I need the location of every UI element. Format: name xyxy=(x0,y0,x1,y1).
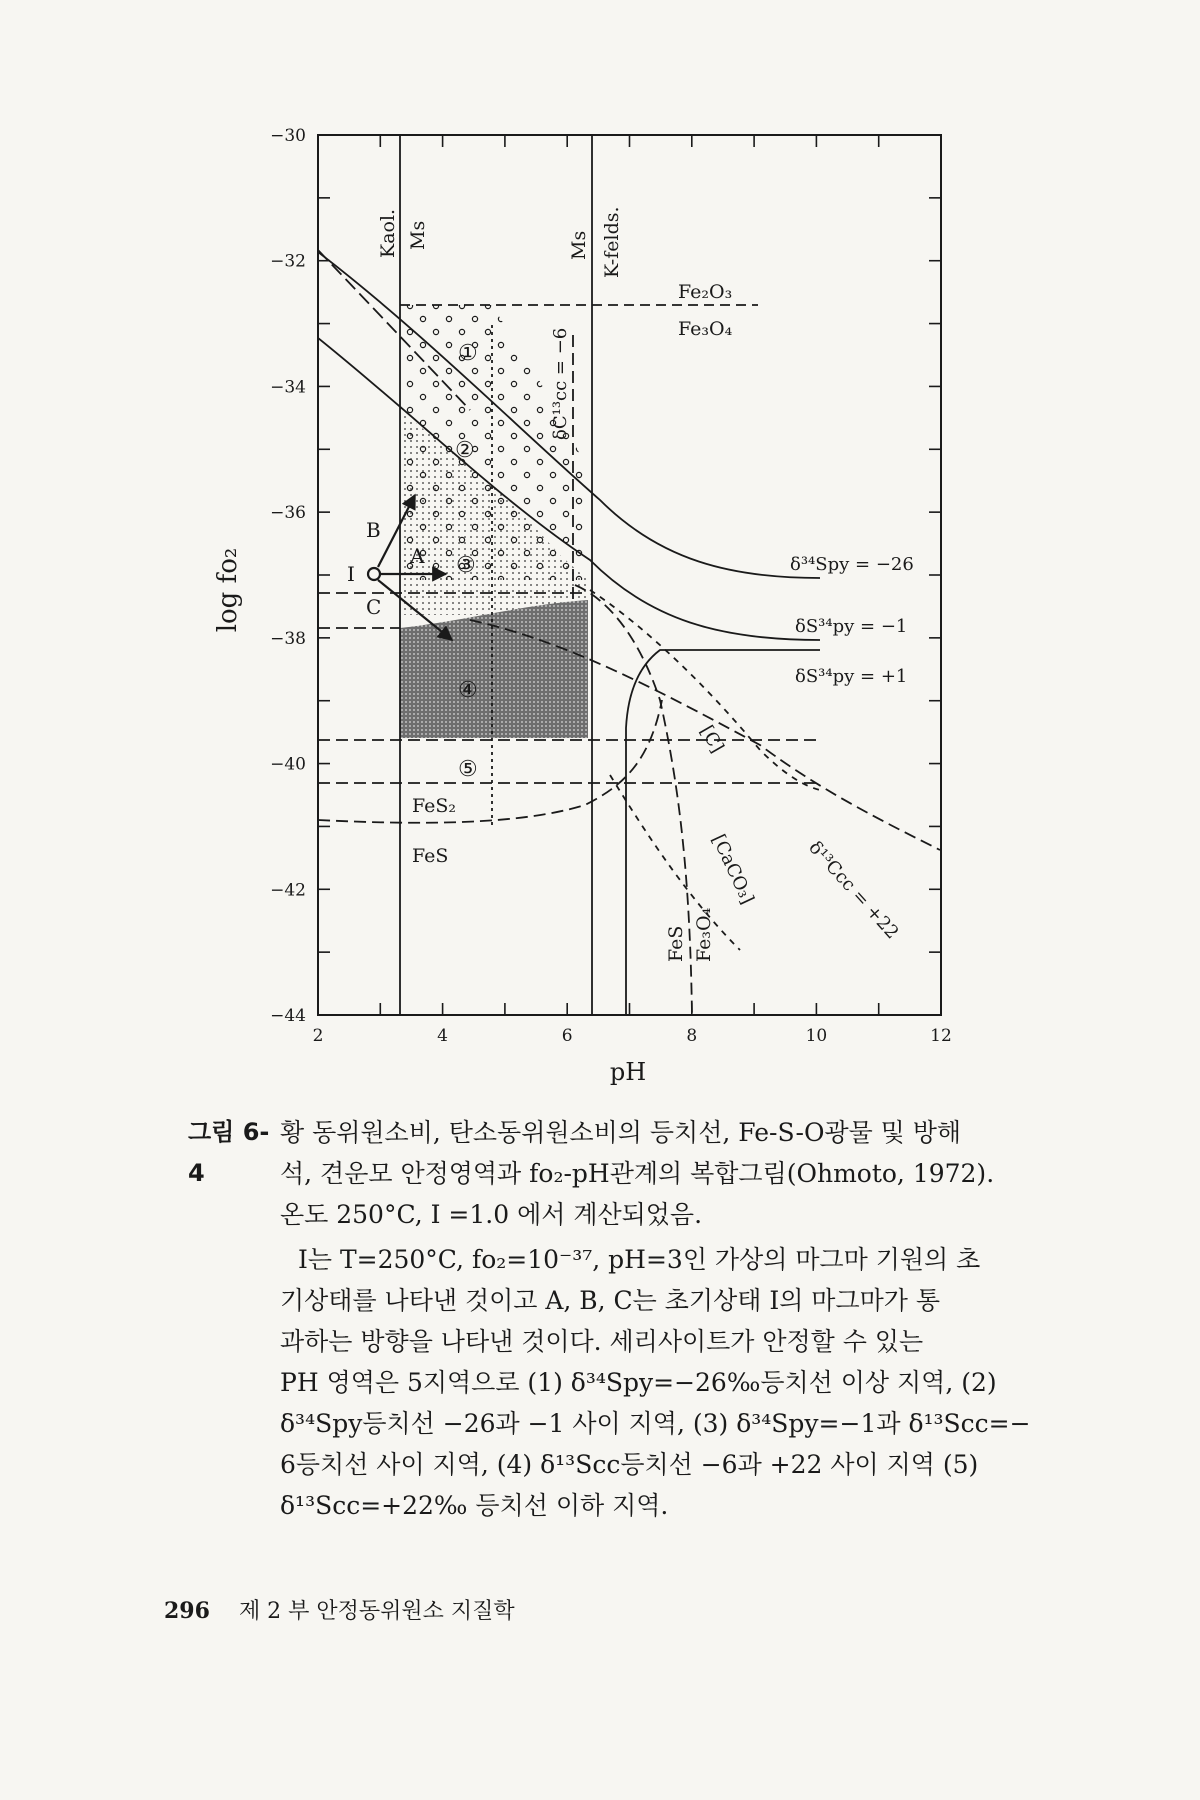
caption-line-2: 석, 견운모 안정영역과 fo₂-pH관계의 복합그림(Ohmoto, 1972). xyxy=(280,1159,995,1188)
y-tick-label: −38 xyxy=(270,628,306,649)
label-fe2o3: Fe₂O₃ xyxy=(678,281,733,303)
region-2-label: ② xyxy=(455,438,475,463)
caption-line-3: 온도 250°C, Ⅰ =1.0 에서 계산되었음. xyxy=(280,1200,703,1229)
page-number: 296 xyxy=(164,1598,210,1624)
y-tick-label: −44 xyxy=(270,1006,306,1026)
x-tick-label: 6 xyxy=(561,1026,573,1046)
note-line-3: 과하는 방향을 나타낸 것이다. 세리사이트가 안정할 수 있는 xyxy=(280,1327,924,1356)
label-ds34-minus26: δ³⁴Spy = −26 xyxy=(790,554,914,575)
y-tick-label: −32 xyxy=(270,251,306,272)
note-line-7: δ¹³Scc=+22‰ 등치선 이하 지역. xyxy=(280,1491,669,1520)
x-tick-label: 4 xyxy=(437,1026,449,1046)
y-tick-label: −40 xyxy=(270,754,306,775)
note-line-1: Ⅰ는 T=250°C, fo₂=10⁻³⁷, pH=3인 가상의 마그마 기원의 초 xyxy=(298,1245,981,1274)
label-dc13-minus6: δC¹³cc = −6 xyxy=(550,327,571,440)
x-tick-label: 10 xyxy=(805,1026,828,1046)
label-fe3o4: Fe₃O₄ xyxy=(678,318,733,340)
c-bracket-dashed xyxy=(590,590,820,790)
caption-line-1: 황 동위원소비, 탄소동위원소비의 등치선, Fe-S-O광물 및 방해 xyxy=(280,1118,962,1147)
note-line-2: 기상태를 나타낸 것이고 A, B, C는 초기상태 Ⅰ의 마그마가 통 xyxy=(280,1286,940,1315)
label-kfelds: K-felds. xyxy=(601,206,623,278)
region-3-label: ③ xyxy=(456,553,476,578)
point-label-c: C xyxy=(366,595,382,619)
point-label-b: B xyxy=(366,518,381,542)
label-kaol: Kaol. xyxy=(377,208,399,258)
region-4-label: ④ xyxy=(458,678,478,703)
note-line-5: δ³⁴Spy등치선 −26과 −1 사이 지역, (3) δ³⁴Spy=−1과 δ¹³Scc=− xyxy=(280,1409,1031,1438)
label-fes: FeS xyxy=(412,845,449,867)
x-tick-label: 2 xyxy=(312,1026,324,1046)
label-ds34-minus1: δS³⁴py = −1 xyxy=(795,616,908,637)
y-axis-label: log fo₂ xyxy=(213,547,243,633)
region-1-label: ① xyxy=(458,341,478,366)
label-ds34-plus1: δS³⁴py = +1 xyxy=(795,666,908,687)
y-tick-label: −34 xyxy=(270,377,306,398)
page-footer xyxy=(164,1594,515,1625)
caption-label: 그림 6-4 xyxy=(188,1118,270,1187)
label-caco3-bracket: [CaCO₃] xyxy=(707,831,758,908)
origin-point xyxy=(368,568,380,580)
y-tick-label: −42 xyxy=(270,880,306,901)
y-tick-label: −36 xyxy=(270,503,306,524)
label-ms-left: Ms xyxy=(407,220,429,250)
label-fe3o4-vertical: Fe₃O₄ xyxy=(693,907,715,962)
x-tick-label: 12 xyxy=(930,1026,952,1046)
note-line-4: PH 영역은 5지역으로 (1) δ³⁴Spy=−26‰등치선 이상 지역, (2) xyxy=(280,1368,997,1397)
point-label-i: I xyxy=(347,562,355,586)
label-fes2: FeS₂ xyxy=(412,795,457,817)
label-fes-vertical: FeS xyxy=(665,925,687,962)
x-tick-label: 8 xyxy=(686,1026,698,1046)
caption-note xyxy=(280,1239,1031,1526)
running-title: 제 2 부 안정동위원소 지질학 xyxy=(238,1599,515,1624)
point-label-a: A xyxy=(410,544,425,568)
label-c-bracket: [C] xyxy=(695,722,728,757)
x-axis-label: pH xyxy=(609,1058,647,1086)
figure-caption xyxy=(188,1112,1031,1526)
label-dc13-plus22: δ¹³Ccc = +22 xyxy=(804,837,903,944)
label-ms-right: Ms xyxy=(568,230,590,260)
note-line-6: 6등치선 사이 지역, (4) δ¹³Scc등치선 −6과 +22 사이 지역 (5) xyxy=(280,1450,979,1479)
y-tick-label: −30 xyxy=(270,126,306,146)
region-5-label: ⑤ xyxy=(458,757,478,782)
